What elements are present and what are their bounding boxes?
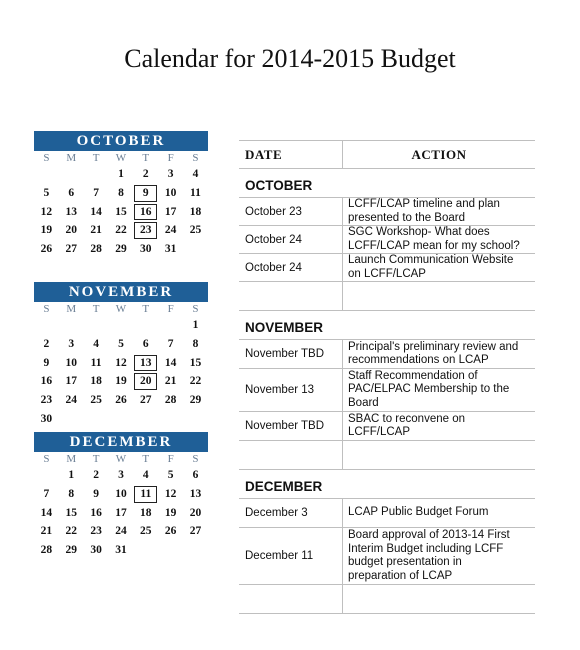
calendar-day: 24 [164,224,177,237]
agenda-entry-row [239,198,535,226]
agenda-blank-row [239,585,535,614]
calendar-day: 17 [164,205,177,218]
agenda-month-row [239,311,535,340]
weekday-label: W [115,303,127,315]
calendar-day: 22 [189,375,202,388]
calendar-empty-cell [59,410,84,429]
weekday-label: T [142,453,150,465]
calendar-empty-cell [109,316,134,335]
calendar-day: 27 [189,525,202,538]
calendar-day: 19 [164,506,177,519]
agenda-entry-row [239,226,535,254]
calendar-empty-cell [59,316,84,335]
weekday-label: M [66,152,77,164]
weekday-label: W [115,152,127,164]
agenda-action: Staff Recommendation of PAC/ELPAC Membership to the Board [348,369,510,409]
calendar-week [34,354,208,373]
agenda-action: SBAC to reconvene on LCFF/LCAP [348,412,465,438]
calendar-day: 15 [65,506,78,519]
calendar-empty-cell [84,410,109,429]
calendar-week [34,541,208,560]
calendar-day: 16 [40,375,53,388]
calendar-day: 23 [90,525,102,538]
calendar-day: 24 [65,394,78,407]
weekday-label: S [43,453,50,465]
calendar-day: 8 [118,186,124,199]
calendar-day: 13 [189,487,202,500]
agenda-action: LCFF/LCAP timeline and plan presented to the Board [348,198,500,224]
calendar-week [34,221,208,240]
calendar-december [34,432,208,560]
weekday-label: M [66,303,77,315]
calendar-empty-cell [133,541,158,560]
calendar-day: 17 [115,506,127,519]
agenda-blank-action [343,282,535,310]
agenda-entry-row [239,528,535,585]
calendar-day-highlighted: 16 [133,203,158,222]
agenda-month-row [239,169,535,198]
calendar-november [34,282,208,429]
calendar-day: 3 [118,469,124,481]
calendar-week [34,372,208,391]
weekday-row [34,452,208,466]
calendar-week [34,203,208,222]
calendar-day: 27 [65,243,78,256]
calendar-day: 4 [142,469,149,481]
calendar-day: 10 [65,356,78,369]
agenda-month-label: OCTOBER [245,177,313,193]
weekday-row [34,302,208,316]
agenda-month-label: DECEMBER [245,478,323,494]
calendar-day: 13 [65,205,78,218]
calendar-day: 12 [115,356,127,369]
agenda-entry-row [239,254,535,282]
calendar-empty-cell [109,410,134,429]
calendar-empty-cell [158,410,183,429]
calendar-day: 26 [164,525,177,538]
calendar-day: 3 [68,337,75,350]
calendar-day: 9 [93,487,99,500]
calendar-day: 1 [68,469,75,481]
weekday-label: S [43,303,50,315]
weekday-label: W [115,453,127,465]
calendar-day: 31 [115,544,127,557]
weekday-label: T [92,152,100,164]
agenda-action: LCAP Public Budget Forum [348,506,489,519]
calendar-month-header: OCTOBER [34,131,208,151]
calendar-empty-cell [133,410,158,429]
calendar-day: 14 [40,506,53,519]
agenda-date: November TBD [239,340,343,368]
calendar-day: 23 [40,394,53,407]
calendar-week [34,485,208,504]
calendar-day: 30 [90,544,102,557]
calendar-day: 27 [140,394,152,407]
calendar-week [34,410,208,429]
agenda-blank-date [239,585,343,613]
agenda-blank-action [343,441,535,469]
calendar-day-highlighted: 23 [133,221,158,240]
calendar-day: 30 [40,412,53,425]
calendar-day: 12 [164,487,177,500]
calendar-day: 10 [115,487,127,500]
calendar-day: 7 [43,487,50,500]
calendar-day: 24 [115,525,127,538]
calendar-day: 25 [140,525,152,538]
calendar-empty-cell [34,316,59,335]
calendar-day: 22 [65,525,78,538]
agenda-date: October 24 [239,254,343,281]
agenda-month-row [239,470,535,499]
agenda-blank-date [239,441,343,469]
agenda-blank-row [239,282,535,311]
calendar-day: 26 [40,243,53,256]
calendar-day-highlighted: 13 [133,354,158,373]
weekday-label: M [66,453,77,465]
calendar-day: 4 [93,337,99,350]
calendar-day: 28 [164,394,177,407]
agenda-date: December 11 [239,528,343,584]
calendar-day: 8 [68,487,75,500]
calendar-day: 15 [115,205,127,218]
calendar-day: 30 [140,243,152,256]
calendar-day: 14 [164,356,177,369]
calendar-empty-cell [183,240,208,259]
calendar-day: 28 [90,243,102,256]
calendar-day: 5 [118,337,124,350]
agenda-blank-row [239,441,535,470]
calendar-day: 18 [189,205,202,218]
calendar-empty-cell [84,165,109,184]
calendar-day: 2 [43,337,50,350]
calendar-day: 5 [43,186,50,199]
calendar-day: 21 [164,375,177,388]
weekday-row [34,151,208,165]
weekday-label: S [192,453,199,465]
calendar-day: 31 [164,243,177,256]
calendar-day: 3 [167,168,174,180]
calendar-day: 7 [93,186,99,199]
calendar-day: 9 [43,356,50,369]
calendar-empty-cell [84,316,109,335]
calendar-day: 26 [115,394,127,407]
calendar-empty-cell [183,410,208,429]
agenda-entry-row [239,340,535,369]
weekday-label: S [192,303,199,315]
calendar-day: 1 [118,168,124,180]
calendar-week [34,165,208,184]
calendar-day: 28 [40,544,53,557]
calendar-day: 21 [90,224,102,237]
calendar-week [34,316,208,335]
weekday-label: S [192,152,199,164]
calendar-day-highlighted: 20 [133,372,158,391]
calendar-day: 18 [140,506,152,519]
agenda-blank-action [343,585,535,613]
agenda-action: Board approval of 2013-14 First Interim Budget including LCFF budget presentation in preparation of LCAP [348,529,510,582]
calendar-week [34,522,208,541]
calendar-day: 11 [190,186,201,199]
agenda-header-row [239,140,535,169]
calendar-day: 25 [90,394,102,407]
agenda-date: November TBD [239,412,343,440]
calendar-day: 12 [40,205,53,218]
weekday-label: T [142,303,150,315]
calendar-month-header: DECEMBER [34,432,208,452]
weekday-label: T [92,453,100,465]
calendar-week [34,184,208,203]
calendar-october [34,131,208,259]
calendar-month-header: NOVEMBER [34,282,208,302]
calendar-day: 7 [167,337,174,350]
calendar-day: 2 [93,469,99,481]
weekday-label: S [43,152,50,164]
calendar-day-highlighted: 11 [133,485,158,504]
weekday-label: F [167,453,174,465]
calendar-day: 19 [115,375,127,388]
calendar-empty-cell [34,466,59,485]
agenda-month-label: NOVEMBER [245,319,324,335]
calendar-day: 16 [90,506,102,519]
agenda-action: SGC Workshop- What does LCFF/LCAP mean for my school? [348,226,520,252]
agenda-date: November 13 [239,369,343,411]
calendar-day: 1 [192,319,199,331]
calendar-day: 29 [189,394,202,407]
agenda-entry-row [239,369,535,412]
calendar-empty-cell [158,316,183,335]
calendar-empty-cell [34,165,59,184]
agenda-table [239,140,535,614]
agenda-action: Launch Communication Website on LCFF/LCAP [348,254,514,280]
calendar-week [34,240,208,259]
calendar-day: 11 [90,356,102,369]
page-title: Calendar for 2014-2015 Budget [124,44,456,73]
calendar-day: 5 [167,469,174,481]
action-column-header: ACTION [411,146,467,162]
calendar-day: 20 [189,506,202,519]
date-column-header: DATE [239,141,343,168]
calendar-day: 6 [192,469,199,481]
calendar-day-highlighted: 9 [133,184,158,203]
calendar-day: 6 [142,337,149,350]
calendar-day: 22 [115,224,127,237]
agenda-date: December 3 [239,499,343,527]
agenda-date: October 24 [239,226,343,253]
calendar-week [34,335,208,354]
calendar-day: 14 [90,205,102,218]
calendar-day: 4 [192,168,199,180]
calendar-week [34,391,208,410]
calendar-day: 29 [115,243,127,256]
calendar-day: 6 [68,186,75,199]
calendar-day: 2 [142,168,149,180]
weekday-label: T [92,303,100,315]
agenda-action: Principal's preliminary review and recommendations on LCAP [348,340,519,366]
agenda-entry-row [239,499,535,528]
agenda-entry-row [239,412,535,441]
agenda-blank-date [239,282,343,310]
calendar-day: 29 [65,544,78,557]
calendar-empty-cell [158,541,183,560]
calendar-day: 10 [164,186,177,199]
calendar-empty-cell [183,541,208,560]
calendar-day: 15 [189,356,202,369]
calendar-week [34,466,208,485]
calendar-day: 18 [90,375,102,388]
weekday-label: F [167,303,174,315]
weekday-label: F [167,152,174,164]
calendar-empty-cell [59,165,84,184]
calendar-empty-cell [133,316,158,335]
calendar-day: 8 [192,337,199,350]
calendar-day: 21 [40,525,53,538]
calendar-day: 20 [65,224,78,237]
calendar-day: 17 [65,375,78,388]
calendar-week [34,504,208,523]
calendar-day: 25 [189,224,202,237]
agenda-date: October 23 [239,198,343,225]
weekday-label: T [142,152,150,164]
calendar-day: 19 [40,224,53,237]
